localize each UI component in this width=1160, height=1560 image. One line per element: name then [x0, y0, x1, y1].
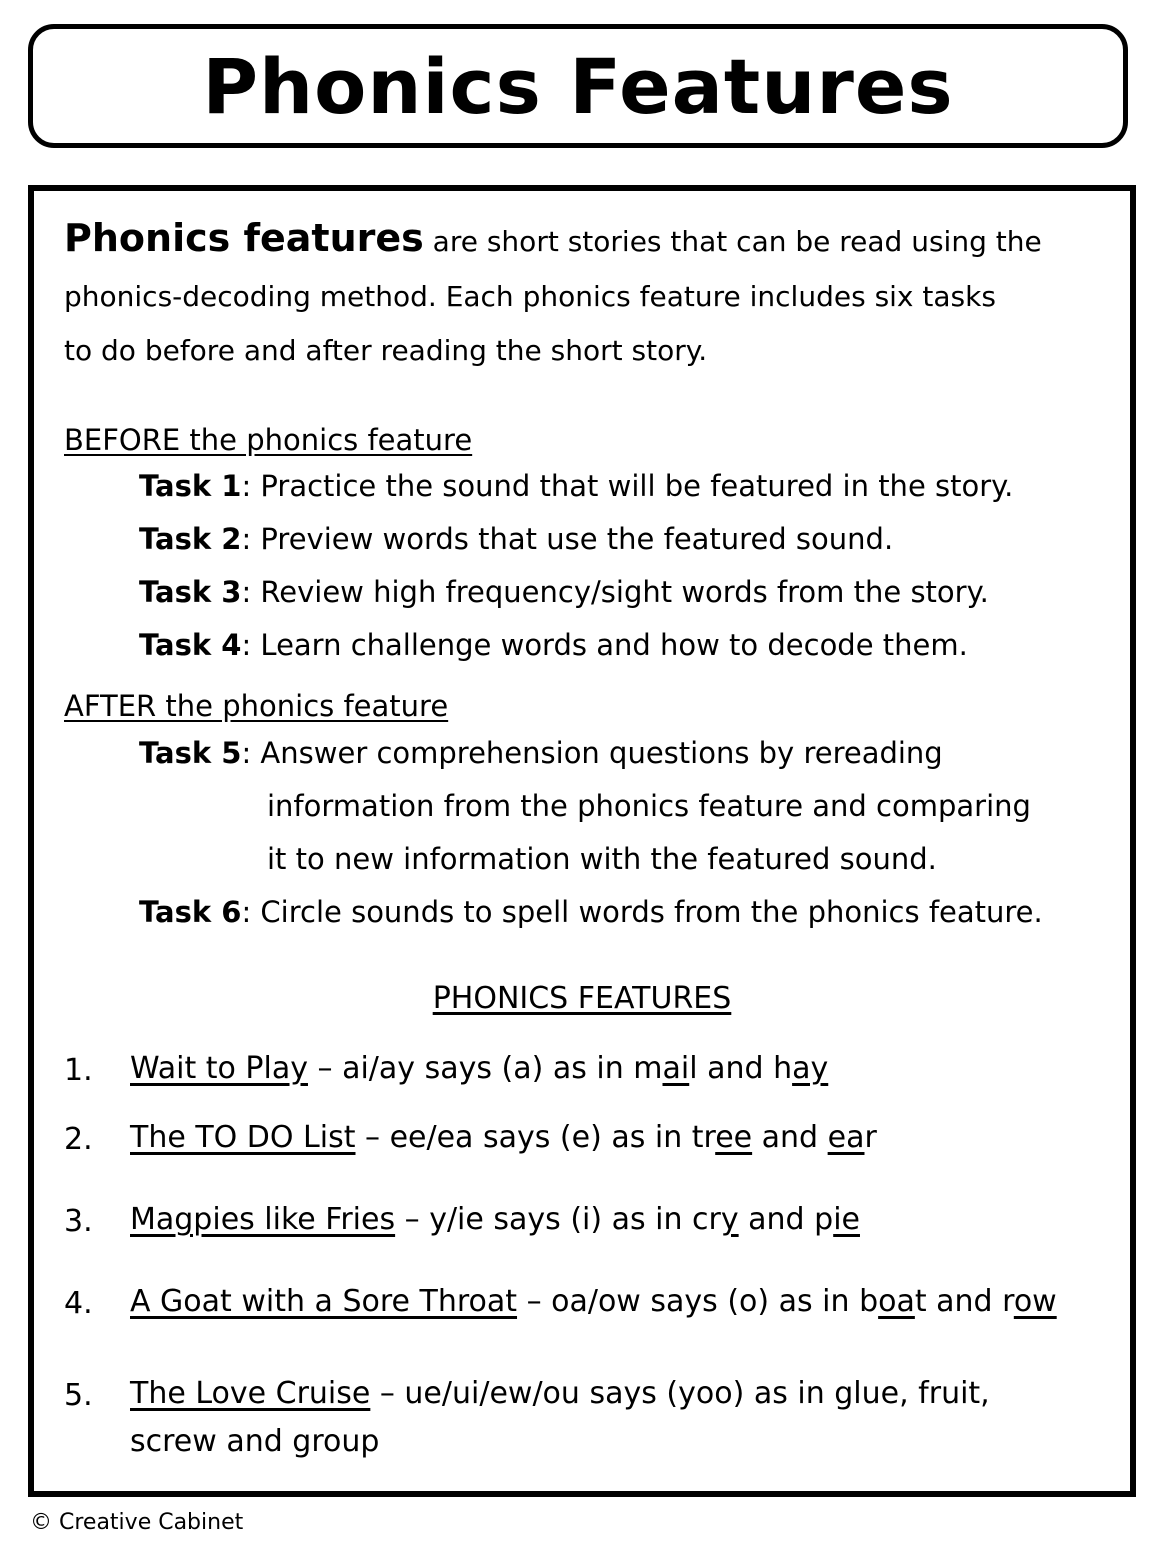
task-3: [139, 575, 989, 609]
sound-pattern: ue/ui/ew/ou: [404, 1376, 580, 1411]
list-item: [130, 1376, 990, 1411]
story-title: The Love Cruise: [130, 1376, 371, 1411]
list-item: [130, 1051, 828, 1086]
list-item: [130, 1284, 1057, 1319]
underlined-sound: ea: [827, 1120, 865, 1155]
separator: –: [307, 1051, 343, 1086]
list-number: 5.: [64, 1378, 93, 1413]
task-text: : Circle sounds to spell words from the phonics feature.: [241, 895, 1043, 929]
features-heading: PHONICS FEATURES: [432, 981, 732, 1016]
task-label: Task 6: [139, 895, 242, 929]
task-label: Task 4: [139, 628, 242, 662]
list-item: [130, 1202, 860, 1237]
task-5-line-3: it to new information with the featured sound.: [267, 842, 937, 876]
before-heading: BEFORE the phonics feature: [64, 423, 473, 457]
task-label: Task 3: [139, 575, 242, 609]
task-6: [139, 895, 1043, 929]
underlined-sound: ay: [792, 1051, 829, 1086]
task-text: : Review high frequency/sight words from the story.: [241, 575, 989, 609]
task-text: : Practice the sound that will be featured in the story.: [241, 469, 1014, 503]
example-text: says (yoo) as in glue, fruit,: [579, 1376, 990, 1411]
intro-line-3: to do before and after reading the short story.: [64, 334, 708, 367]
task-label: Task 2: [139, 522, 242, 556]
underlined-sound: ai: [662, 1051, 690, 1086]
task-text: : Answer comprehension questions by rereading: [241, 736, 943, 770]
underlined-sound: ee: [715, 1120, 753, 1155]
list-item-continuation: screw and group: [130, 1424, 380, 1459]
task-2: [139, 522, 893, 556]
task-1: [139, 469, 1013, 503]
list-number: 1.: [64, 1053, 93, 1088]
separator: –: [517, 1284, 552, 1319]
example-text: r: [864, 1120, 877, 1155]
sound-pattern: y/ie: [429, 1202, 484, 1237]
intro-line-2: phonics-decoding method. Each phonics feature includes six tasks: [64, 280, 996, 313]
separator: –: [395, 1202, 430, 1237]
sound-pattern: oa/ow: [551, 1284, 641, 1319]
story-title: The TO DO List: [130, 1120, 356, 1155]
separator: –: [370, 1376, 405, 1411]
title-box: [28, 24, 1128, 148]
underlined-sound: ie: [833, 1202, 860, 1237]
story-title: Wait to Play: [130, 1051, 308, 1086]
task-text: : Preview words that use the featured sound.: [241, 522, 894, 556]
task-text: : Learn challenge words and how to decode them.: [241, 628, 968, 662]
example-text: and: [752, 1120, 828, 1155]
intro-line-1-text: are short stories that can be read using the: [423, 225, 1042, 258]
intro-lead: Phonics features: [64, 216, 424, 260]
list-item: [130, 1120, 877, 1155]
list-number: 2.: [64, 1122, 93, 1157]
story-title: Magpies like Fries: [130, 1202, 396, 1237]
example-text: says (a) as in m: [415, 1051, 663, 1086]
list-number: 4.: [64, 1286, 93, 1321]
list-number: 3.: [64, 1204, 93, 1239]
story-title: A Goat with a Sore Throat: [130, 1284, 518, 1319]
page-title: Phonics Features: [202, 41, 954, 131]
task-label: Task 1: [139, 469, 242, 503]
after-heading: AFTER the phonics feature: [64, 689, 449, 723]
sound-pattern: ai/ay: [342, 1051, 416, 1086]
example-text: says (i) as in cr: [483, 1202, 721, 1237]
example-text: says (e) as in tr: [473, 1120, 716, 1155]
copyright-footer: © Creative Cabinet: [30, 1510, 244, 1535]
underlined-sound: ow: [1013, 1284, 1057, 1319]
example-text: and p: [738, 1202, 834, 1237]
task-5: [139, 736, 943, 770]
example-text: l and h: [689, 1051, 793, 1086]
intro-line-1: [64, 216, 1042, 260]
task-5-line-2: information from the phonics feature and comparing: [267, 789, 1031, 823]
sound-pattern: ee/ea: [389, 1120, 474, 1155]
underlined-sound: oa: [878, 1284, 915, 1319]
separator: –: [355, 1120, 390, 1155]
underlined-sound: y: [720, 1202, 739, 1237]
task-label: Task 5: [139, 736, 242, 770]
example-text: t and r: [914, 1284, 1014, 1319]
example-text: says (o) as in b: [640, 1284, 879, 1319]
task-4: [139, 628, 968, 662]
content-box: [28, 185, 1136, 1497]
